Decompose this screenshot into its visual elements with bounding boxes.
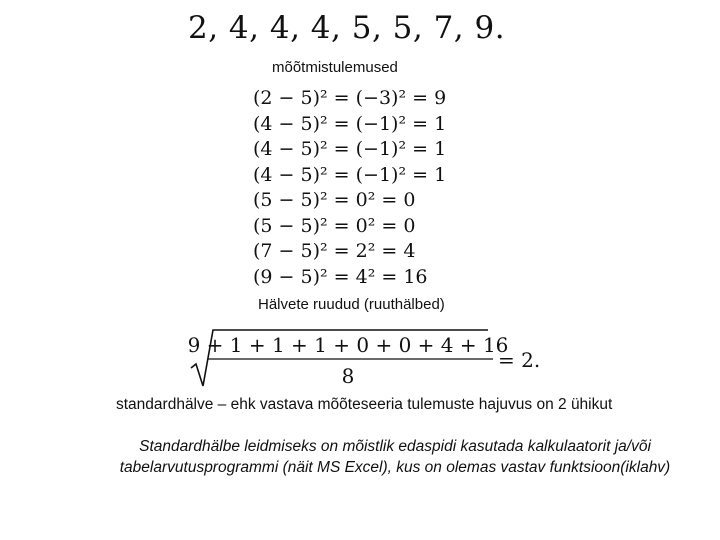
equation-row: (5 − 5)² = 0² = 0: [253, 189, 416, 211]
equation-row: (4 − 5)² = (−1)² = 1: [253, 138, 447, 160]
calculator-note: Standardhälbe leidmiseks on mõistlik edaspidi kasutada kalkulaatorit ja/või tabelarvutusprogrammi (näit MS Excel), kus on olemas vastav funktsioon(iklahv): [119, 438, 671, 476]
equation-row: (5 − 5)² = 0² = 0: [253, 214, 416, 237]
formula-result: = 2.: [498, 348, 541, 372]
measurement-sequence: 2, 4, 4, 4, 5, 5, 7, 9.: [188, 10, 506, 46]
formula-numerator: 9 + 1 + 1 + 1 + 0 + 0 + 4 + 16: [188, 333, 509, 357]
label-measurement-results: mõõtmistulemused: [272, 59, 398, 76]
stddev-explanation: standardhälve – ehk vastava mõõteseeria tulemuste hajuvus on 2 ühikut: [116, 396, 613, 413]
equation-row: (7 − 5)² = 2² = 4: [253, 240, 416, 262]
equation-row: (4 − 5)² = (−1)² = 1: [253, 112, 447, 135]
equation-row: (9 − 5)² = 4² = 16: [253, 265, 428, 288]
label-squared-deviations: Hälvete ruudud (ruuthälbed): [258, 296, 445, 313]
squared-deviations-list: [253, 86, 513, 290]
formula-denominator: 8: [341, 364, 355, 388]
equation-row: (4 − 5)² = (−1)² = 1: [253, 163, 447, 186]
equation-row: (2 − 5)² = (−3)² = 9: [253, 87, 447, 109]
stddev-formula: [188, 328, 548, 390]
